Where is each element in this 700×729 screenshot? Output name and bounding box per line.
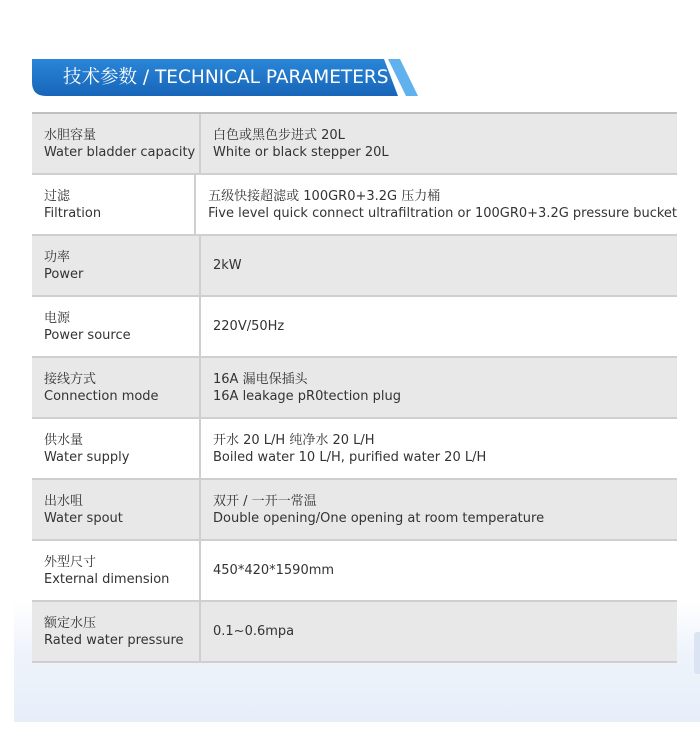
spec-value-cell (201, 236, 677, 295)
spec-value-cn: 16A 漏电保插头 (213, 371, 308, 387)
spec-label-cn: 接线方式 (44, 371, 97, 387)
spec-label-en: Water spout (44, 510, 123, 526)
spec-label-cell (32, 358, 201, 417)
spec-label-cn: 电源 (44, 310, 71, 326)
specs-table (32, 112, 677, 663)
spec-label-cell (32, 114, 201, 173)
table-row (32, 602, 677, 663)
edge-decoration (694, 632, 700, 674)
spec-value-cell (201, 114, 677, 173)
spec-label-cn: 供水量 (44, 432, 84, 448)
table-row (32, 358, 677, 419)
spec-value-cn: 双开 / 一开一常温 (213, 493, 317, 509)
table-row (32, 541, 677, 602)
spec-label-cell (32, 480, 201, 539)
spec-label-en: Power source (44, 327, 131, 343)
spec-value-cn: 白色或黑色步进式 20L (213, 127, 345, 143)
spec-value-cell (201, 541, 677, 600)
spec-value-cell (201, 419, 677, 478)
spec-label-en: Power (44, 266, 84, 282)
spec-value-cell (196, 175, 677, 234)
spec-value-en: Five level quick connect ultrafiltration or 100GR0+3.2G pressure bucket (208, 205, 677, 221)
spec-value-en: 2kW (213, 258, 242, 273)
spec-label-cell (32, 236, 201, 295)
table-row (32, 236, 677, 297)
table-row (32, 297, 677, 358)
spec-label-cn: 外型尺寸 (44, 554, 97, 570)
spec-label-en: Water supply (44, 449, 130, 465)
spec-value-cell (201, 602, 677, 661)
spec-label-cell (32, 419, 201, 478)
spec-value-cn: 开水 20 L/H 纯净水 20 L/H (213, 432, 375, 448)
spec-label-cn: 水胆容量 (44, 127, 97, 143)
spec-value-en: White or black stepper 20L (213, 144, 389, 160)
spec-value-en: Double opening/One opening at room temperature (213, 510, 545, 526)
spec-label-cn: 额定水压 (44, 615, 97, 631)
spec-label-en: External dimension (44, 571, 170, 587)
spec-value-cell (201, 297, 677, 356)
spec-label-cell (32, 602, 201, 661)
spec-value-cell (201, 480, 677, 539)
spec-value-cn: 五级快接超滤或 100GR0+3.2G 压力桶 (208, 188, 441, 204)
spec-value-cell (201, 358, 677, 417)
spec-value-en: Boiled water 10 L/H, purified water 20 L/H (213, 449, 487, 465)
spec-value-en: 220V/50Hz (213, 319, 285, 334)
spec-value-en: 0.1~0.6mpa (213, 624, 295, 639)
table-row (32, 175, 677, 236)
spec-label-en: Water bladder capacity (44, 144, 196, 160)
table-row (32, 419, 677, 480)
spec-label-cell (32, 297, 201, 356)
spec-label-en: Filtration (44, 205, 102, 221)
spec-label-cn: 出水咀 (44, 493, 84, 509)
table-row (32, 480, 677, 541)
table-row (32, 114, 677, 175)
spec-label-cn: 过滤 (44, 188, 71, 204)
spec-label-cn: 功率 (44, 249, 71, 265)
spec-label-en: Rated water pressure (44, 632, 184, 648)
spec-label-en: Connection mode (44, 388, 159, 404)
spec-value-en: 450*420*1590mm (213, 563, 335, 578)
section-title-banner (32, 59, 418, 96)
spec-label-cell (32, 541, 201, 600)
spec-label-cell (32, 175, 196, 234)
spec-value-en: 16A leakage pR0tection plug (213, 388, 401, 404)
section-title: 技术参数 / TECHNICAL PARAMETERS (63, 67, 389, 88)
